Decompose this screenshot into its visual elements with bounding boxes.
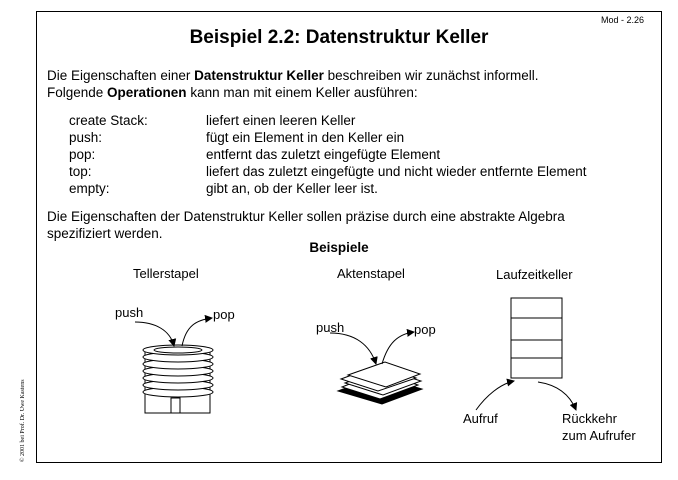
- plate-pop-arrow: [182, 318, 212, 346]
- plate-rings: [143, 345, 213, 397]
- laufzeitkeller-return-label-1: Rückkehr: [562, 411, 617, 426]
- aktenstapel-pop-label: pop: [414, 322, 436, 337]
- examples-heading: Beispiele: [309, 240, 369, 255]
- module-number: Mod - 2.26: [601, 15, 645, 25]
- aktenstapel-push-label: push: [316, 320, 345, 335]
- laufzeitkeller-call-label: Aufruf: [463, 411, 498, 426]
- plate-stack-stand: [171, 398, 180, 413]
- aktenstapel-title: Aktenstapel: [337, 266, 405, 281]
- closing-paragraph: Die Eigenschaften der Datenstruktur Keller sollen präzise durch eine abstrakte Algebra spezifiziert werden.: [47, 209, 565, 241]
- intro-line-1: Die Eigenschaften einer Datenstruktur Keller beschreiben wir zunächst informell.: [47, 68, 539, 83]
- page-title: Beispiel 2.2: Datenstruktur Keller: [189, 27, 489, 48]
- file-push-arrow: [330, 333, 376, 364]
- runtime-stack-illustration: [476, 298, 576, 410]
- plate-push-arrow: [135, 322, 174, 346]
- tellerstapel-pop-label: pop: [213, 307, 235, 322]
- copyright-note: © 2001 bei Prof. Dr. Uwe Kastens: [20, 379, 26, 462]
- laufzeitkeller-title: Laufzeitkeller: [496, 267, 573, 282]
- plate-stack-illustration: [135, 318, 213, 413]
- file-stack-illustration: [330, 332, 422, 404]
- tellerstapel-title: Tellerstapel: [133, 266, 199, 281]
- return-arrow: [538, 382, 576, 410]
- call-arrow: [476, 381, 514, 410]
- tellerstapel-push-label: push: [115, 305, 144, 320]
- file-pop-arrow: [382, 332, 414, 364]
- intro-line-2: Folgende Operationen kann man mit einem Keller ausführen:: [47, 85, 418, 100]
- laufzeitkeller-return-label-2: zum Aufrufer: [562, 428, 636, 443]
- runtime-stack-column: [511, 298, 562, 378]
